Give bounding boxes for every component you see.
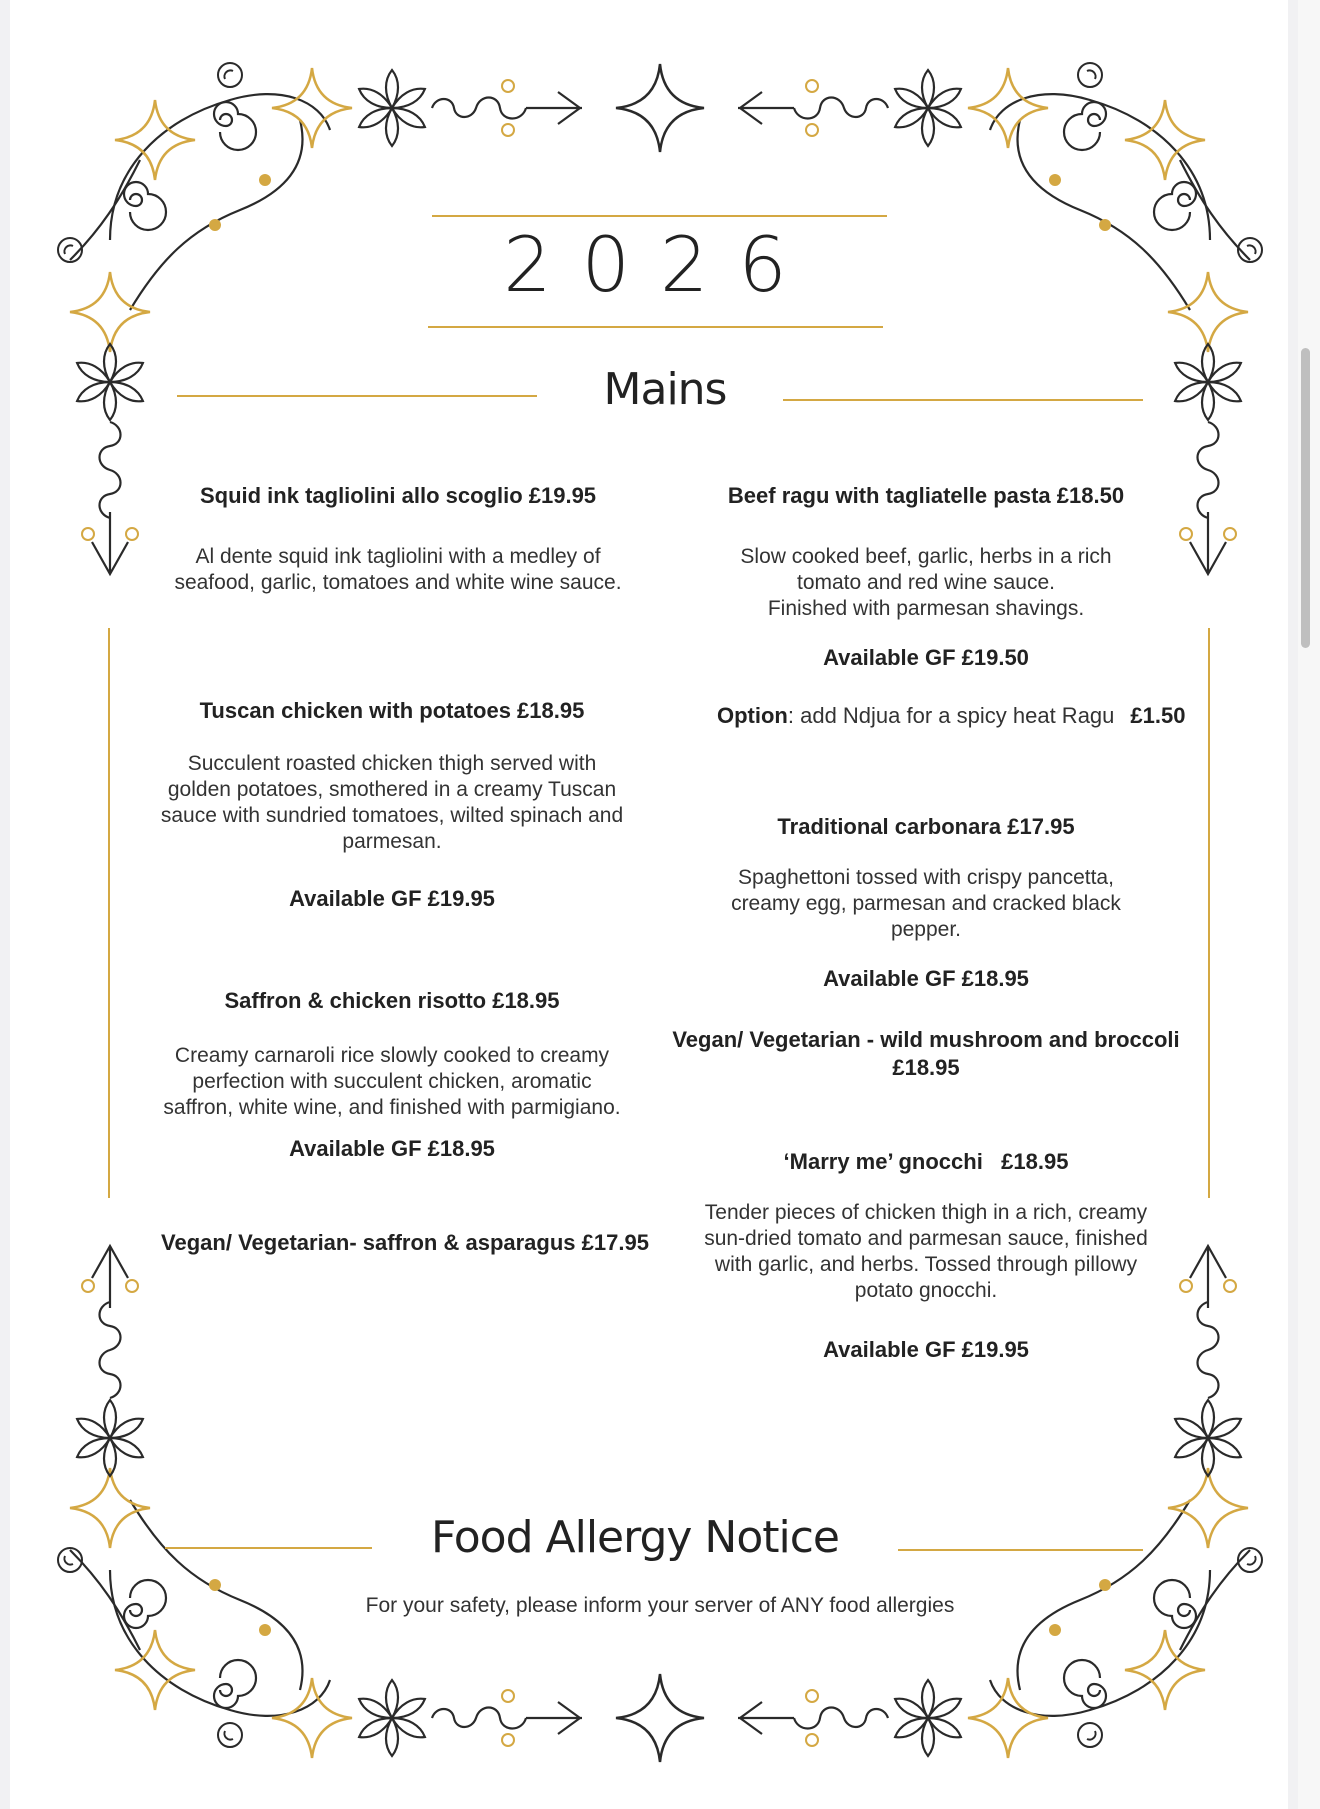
dish-tuscan [150, 697, 634, 913]
dish-carbonara [690, 813, 1162, 993]
dish-title: ‘Marry me’ gnocchi £18.95 [783, 1149, 1069, 1174]
vegan-option [640, 1026, 1212, 1082]
vegan-option [136, 1229, 674, 1257]
gf-availability: Available GF £19.95 [289, 886, 495, 911]
vegan-option-text: Vegan/ Vegetarian - wild mushroom and broccoli [672, 1027, 1180, 1052]
allergy-notice-text: For your safety, please inform your server of ANY food allergies [365, 1594, 955, 1617]
dish-title: Saffron & chicken risotto £18.95 [224, 988, 560, 1013]
option-price: £1.50 [1130, 703, 1186, 728]
dish-description: Succulent roasted chicken thigh served with golden potatoes, smothered in a creamy Tuscan sauce with sundried tomatoes, wilted spinach and parmesan. [160, 752, 624, 853]
corner-ornament-br [990, 1500, 1262, 1747]
gf-availability: Available GF £19.50 [823, 645, 1029, 670]
dish-description: Al dente squid ink tagliolini with a medley of seafood, garlic, tomatoes and white wine sauce. [174, 545, 622, 594]
dish-gnocchi [690, 1148, 1162, 1364]
dish-description: Creamy carnaroli rice slowly cooked to creamy perfection with succulent chicken, aromatic saffron, white wine, and finished with parmigiano. [163, 1044, 621, 1119]
corner-ornament-tl [58, 63, 330, 310]
vegan-option-price: £18.95 [892, 1055, 960, 1080]
dish-description-extra: Finished with parmesan shavings. [767, 597, 1085, 620]
dish-squid [150, 482, 646, 596]
option-text: : add Ndjua for a spicy heat Ragu [787, 703, 1115, 728]
gf-availability: Available GF £18.95 [289, 1136, 495, 1161]
section-title-mains: Mains [603, 364, 727, 415]
gf-availability: Available GF £19.95 [823, 1337, 1029, 1362]
corner-ornament-bl [58, 1500, 330, 1747]
dish-ragu [690, 482, 1162, 672]
gf-availability: Available GF £18.95 [823, 966, 1029, 991]
vegan-option-text: Vegan/ Vegetarian- saffron & asparagus £17.95 [161, 1230, 649, 1255]
ragu-option [690, 703, 1210, 729]
year-title: 2026 [503, 220, 817, 309]
dish-title: Traditional carbonara £17.95 [777, 814, 1075, 839]
dish-description: Slow cooked beef, garlic, herbs in a rich tomato and red wine sauce. [740, 545, 1112, 594]
dish-title: Squid ink tagliolini allo scoglio £19.95 [199, 483, 597, 508]
option-label: Option [717, 703, 788, 728]
dish-title: Beef ragu with tagliatelle pasta £18.50 [727, 483, 1125, 508]
allergy-notice-title: Food Allergy Notice [431, 1512, 839, 1563]
dish-risotto [150, 987, 634, 1163]
dish-description: Spaghettoni tossed with crispy pancetta, creamy egg, parmesan and cracked black pepper. [731, 866, 1121, 941]
dish-description: Tender pieces of chicken thigh in a rich, creamy sun-dried tomato and parmesan sauce, finished with garlic, and herbs. Tossed through pillowy potato gnocchi. [704, 1201, 1148, 1302]
corner-ornament-tr [990, 63, 1262, 310]
dish-title: Tuscan chicken with potatoes £18.95 [199, 698, 585, 723]
